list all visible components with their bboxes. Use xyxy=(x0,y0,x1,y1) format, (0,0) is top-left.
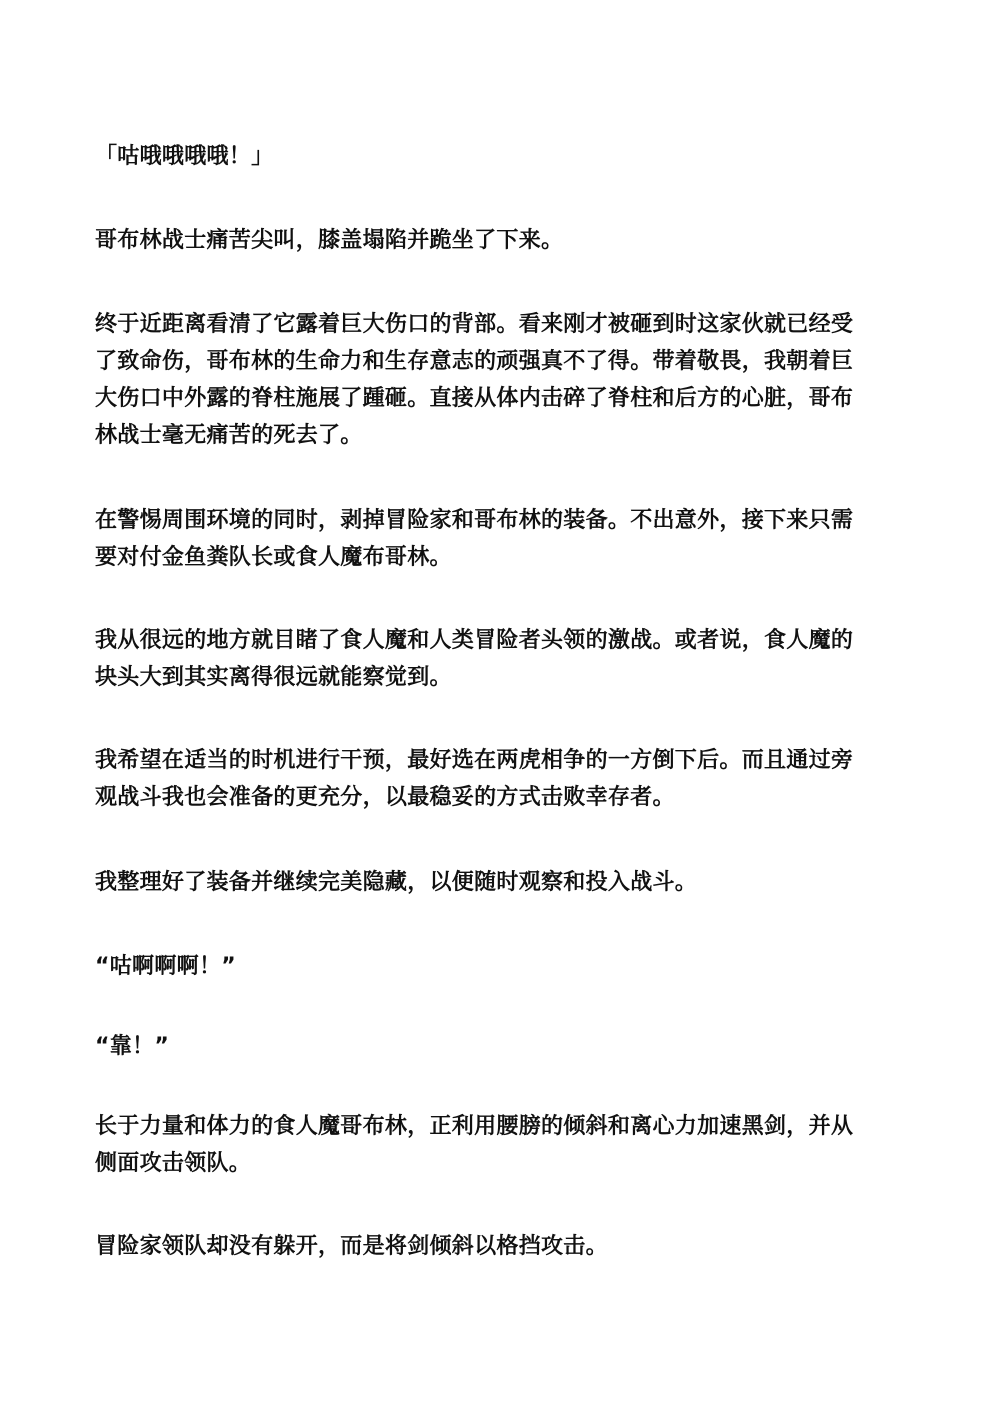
text-line: “咕啊啊啊！” xyxy=(95,954,237,979)
text-line: 我整理好了装备并继续完美隐藏，以便随时观察和投入战斗。 xyxy=(95,870,698,895)
text-line: 「咕哦哦哦哦！」 xyxy=(95,144,274,169)
paragraph-11 xyxy=(95,1228,915,1265)
paragraph-4 xyxy=(95,502,915,576)
text-line: 我从很远的地方就目睹了食人魔和人类冒险者头领的激战。或者说，食人魔的 xyxy=(95,628,854,653)
paragraph-7 xyxy=(95,864,915,901)
paragraph-6 xyxy=(95,742,915,816)
text-line: 要对付金鱼粪队长或食人魔布哥林。 xyxy=(95,545,452,570)
text-line: 在警惕周围环境的同时，剥掉冒险家和哥布林的装备。不出意外，接下来只需 xyxy=(95,508,854,533)
text-line: 观战斗我也会准备的更充分，以最稳妥的方式击败幸存者。 xyxy=(95,785,675,810)
text-line: 我希望在适当的时机进行干预，最好选在两虎相争的一方倒下后。而且通过旁 xyxy=(95,748,854,773)
paragraph-1 xyxy=(95,138,915,175)
text-line: 终于近距离看清了它露着巨大伤口的背部。看来刚才被砸到时这家伙就已经受 xyxy=(95,312,854,337)
text-line: 侧面攻击领队。 xyxy=(95,1151,252,1176)
text-line: 块头大到其实离得很远就能察觉到。 xyxy=(95,665,452,690)
text-line: 林战士毫无痛苦的死去了。 xyxy=(95,423,363,448)
text-line: 大伤口中外露的脊柱施展了踵砸。直接从体内击碎了脊柱和后方的心脏，哥布 xyxy=(95,386,854,411)
text-line: “靠！” xyxy=(95,1034,170,1059)
text-line: 冒险家领队却没有躲开，而是将剑倾斜以格挡攻击。 xyxy=(95,1234,608,1259)
paragraph-2 xyxy=(95,222,915,259)
text-line: 长于力量和体力的食人魔哥布林，正利用腰膀的倾斜和离心力加速黑剑，并从 xyxy=(95,1114,854,1139)
paragraph-5 xyxy=(95,622,915,696)
text-line: 哥布林战士痛苦尖叫，膝盖塌陷并跪坐了下来。 xyxy=(95,228,564,253)
text-line: 了致命伤，哥布林的生命力和生存意志的顽强真不了得。带着敬畏，我朝着巨 xyxy=(95,349,854,374)
paragraph-3 xyxy=(95,306,915,454)
paragraph-8 xyxy=(95,948,915,985)
paragraph-10 xyxy=(95,1108,915,1182)
paragraph-9 xyxy=(95,1028,915,1065)
